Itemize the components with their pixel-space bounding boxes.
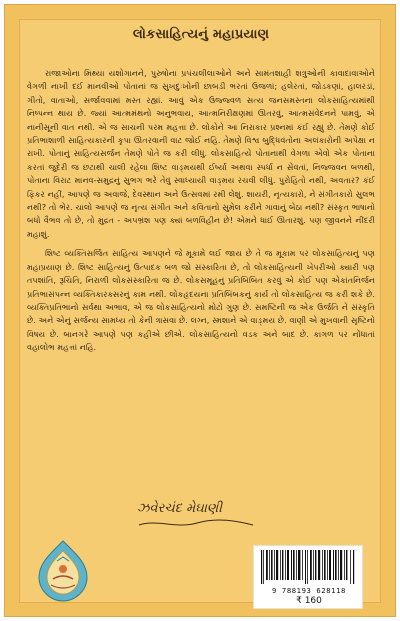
paragraph-1: રાજાઓના મિથ્યા યશોગાનને, પુરુષોના પ્રપંચલીલાઓને અને સામંતશાહી શત્રુઓની કાવાદાવાઓને વેગળી નાખી દઈ માનવીઓ પોતાનાં જ સુખદુઃખોની છાબડી ભરતાં ઉજળાં; હલેરતાં, જોડકણાં, હાલરડાં, ગીતો, વાતાઓ, સર્જાવવામાં મસ્ત રહ્યાં. આવું એક ઉજ્જ્વળ સત્ય જનસમસ્તના લોકસાહિત્યમાંથી નિષ્પન્ન થાય છે. જ્યાં આત્મમંથનો અનુભવાય, આત્મનિરીક્ષણમાં ઊતરવું, આત્મસંવેદનને પામવું, એ નાનીસૂની વાત નથી. એ જ સાચની પરમ મહત્તા છે. લોકોને આ નિરાકાર પ્રશ્નમાં કંઈ રહ્યું છે. તેમણે કોઈ પ્રતિભાશાળી સાહિત્યકારની કૃપા ઊતરવાની વાટ જોઈ નહિ. તેમણે વિશ્વ બુદ્ધિવંતોના અલંકારોની અપેક્ષા ન રાખી. પોતાનું સાહિત્યસર્જન તેમણે પોતે જ કરી લીધું. લોકસાહિત્યે પોતાનાથી વેગળા એવો એક પોતાના કરતાં જુદેરી જ છટાથી ચાલી રહેલા શિષ્ટ વાઙ્મયથી ઈર્ષ્યા અથવા સ્પર્ધા ન સેવતાં, નિજ્જવન બળથી, પોતાના વિરાટ માનવ-સમુદ્રનું સુભગ ભરે તેવું સ્વાધ્યાયી વાઙ્મય રચવી લીધું. પુરોહિતો નથી, અવતાર? કંઈ ફિકર નહીં, આપણે જ અવાજે, દેવસ્થાન અને ઉત્સવમાં રમી લેશું. શાયરી, નૃત્યકારો, ને સંગીતકારો સુલભ નથી? તો ભેર. ચાલો આપણે જ નૃત્ય સંગીત અને કવિતાનો સુમેલ કરીને ગાવાનું બેઠા નથી? સંસ્કૃત ભાષાનો બધો વૈભવ તો છે, તો મુદ્રત - અપભ્રંશ પણ ક્યાં બળવિહીન છે! એમને ધાઈ ઊતારશું. પણ જીવનને નીંદરી મહાશું.	[27, 68, 375, 239]
page-title: લોકસાહિત્યનું મહાપ્રયાણ	[132, 27, 270, 42]
signature-text: ઝવેરચંદ મેઘાણી	[137, 501, 222, 516]
paragraph-2: શિષ્ટ વ્યક્તિસર્જિત સાહિત્ય આપણને જે મૂકામે લઈ જાય છે તે જ મૂકામ પર લોકસાહિત્યનું પણ મહાપ્રયાણ છે. શિષ્ટ સાહિત્યનું ઉત્પાદક બળ જો સંસ્કારિતા છે, તો લોકસાહિત્યની ખેપરીઓ ક્યારી પણ તપશાંતિ, રૂચિતિ, નિરાળી લોકસંસ્કારિતા જ છે. લોકસમૂહનું પ્રતિબિંબિત કરવું એ કોઈ પણ એકાંતનિર્જન પ્રતિભાસંપન્ન વ્યક્તિકારક્સરનું કામ નથી. લોકહૃદયના પ્રતિબિંબકનું કાર્ય તો લોકસાહિત્ય જ કરી શકે છે. વ્યક્તિપ્રતિભાનો સર્વથા અભાવ, એ જ લોકસાહિત્યનો મોટો ગુણ છે. સમષ્ટિની જ એક ઉર્જતિ ને સંસ્કૃતિ છે. અને એનું સર્જન્ય સામધ્ય તો કેની ત્રાસવા છે. લગ્ન, સ્મશાને એ વાઙ્મય છે. વાણી એ મુખવાની સૃષ્ટિનો વિષય છે. બાનગરે આપણે પણ કહીએ છીએ. લોકસાહિત્યનો વડક અને બાદ છે. કાગળ પર નોંધાતાં વહાલોભ મહત્તાં નહિ.	[27, 248, 375, 353]
price-label: ₹ 160	[296, 596, 322, 606]
author-signature	[137, 499, 257, 531]
signature-flourish-icon	[137, 499, 257, 531]
isbn-number: 9 788193 628118	[272, 586, 346, 595]
barcode-box	[253, 545, 363, 609]
barcode-icon	[260, 550, 358, 584]
back-cover	[4, 4, 396, 617]
body-text	[27, 67, 375, 361]
publisher-logo-icon	[35, 539, 91, 603]
